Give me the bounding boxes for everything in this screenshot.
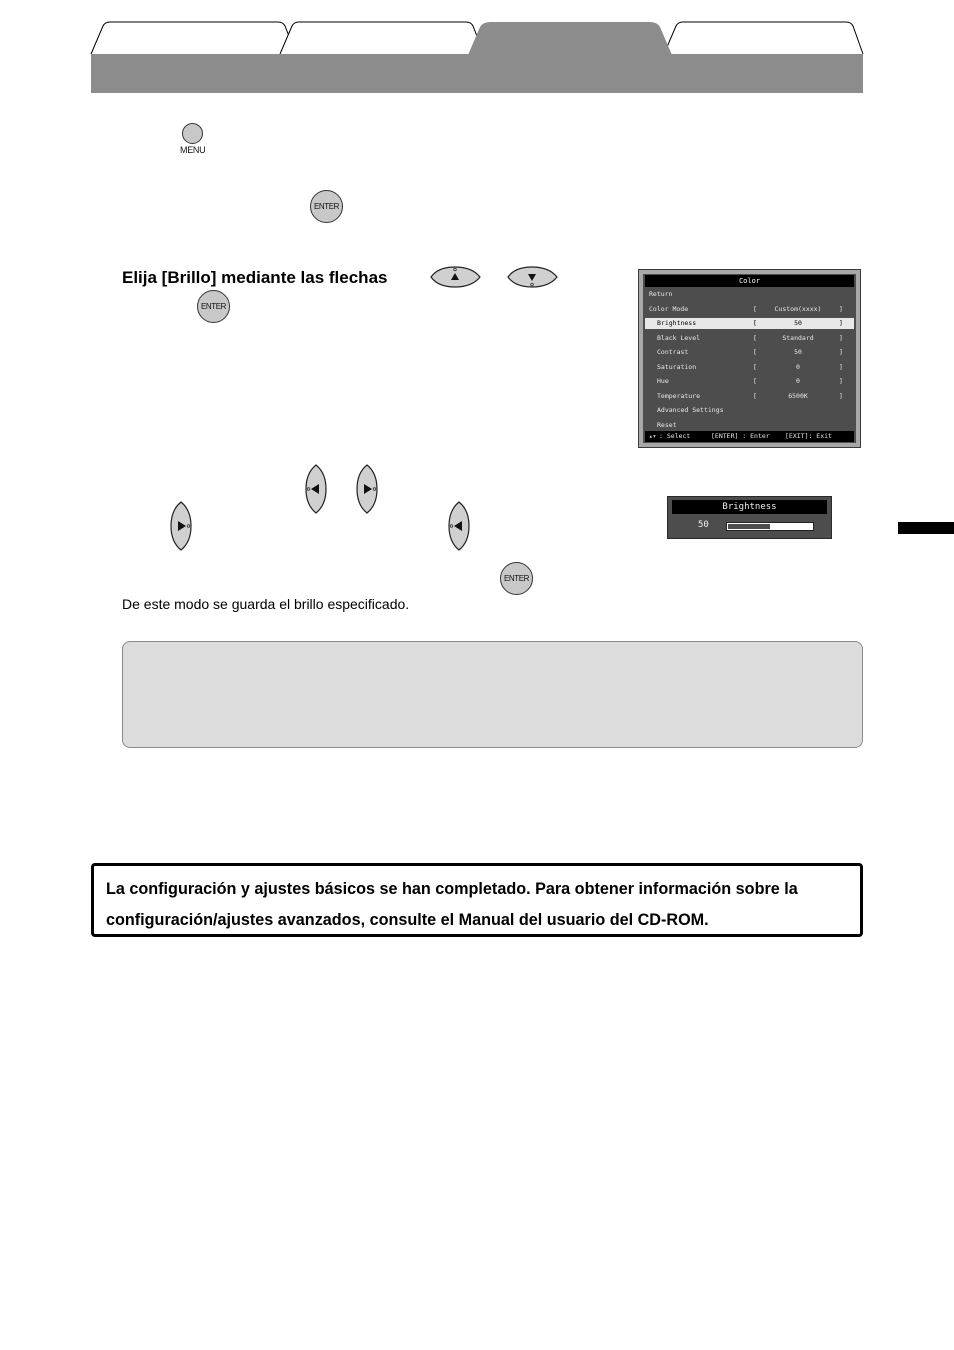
tab-3-active[interactable] (468, 22, 672, 55)
left-arrow-button-icon (303, 463, 329, 515)
saved-text: De este modo se guarda el brillo especificado. (122, 596, 410, 612)
osd-bracket-left: [ (753, 319, 757, 327)
brightness-slider-fill (728, 524, 770, 529)
down-arrow-button-icon (505, 264, 561, 290)
tab-4[interactable] (664, 22, 863, 54)
osd-menu-item[interactable] (645, 347, 854, 358)
osd-bracket-left: [ (753, 348, 757, 356)
enter-button-icon (500, 562, 533, 595)
osd-bracket-right: ] (839, 333, 843, 342)
osd-item-value: 6500K (788, 391, 808, 400)
enter-label: ENTER (200, 302, 227, 311)
osd-item-label: Reset (657, 420, 677, 429)
osd-item-label: Temperature (657, 391, 701, 400)
menu-button-icon (182, 123, 203, 144)
enter-button-icon (197, 290, 230, 323)
tab-1[interactable] (91, 22, 296, 54)
osd-item-label: Contrast (657, 348, 689, 356)
osd-menu-item[interactable] (645, 405, 854, 416)
osd-item-value: Custom(xxxx) (774, 304, 822, 313)
color-menu-osd (638, 269, 861, 448)
osd-bracket-right: ] (839, 362, 843, 371)
side-tab-marker (898, 522, 954, 534)
osd-bracket-left: [ (753, 304, 757, 313)
brightness-osd-title: Brightness (672, 500, 827, 514)
completion-text: La configuración y ajustes básicos se han completado. Para obtener información sobre la configuración/ajustes avanzados, consulte el Manual del usuario del CD-ROM. (106, 880, 798, 929)
osd-item-label: Advanced Settings (657, 406, 724, 414)
up-down-icon: ▴▾ (649, 433, 657, 440)
osd-bracket-left: [ (753, 377, 757, 385)
osd-bracket-left: [ (753, 333, 757, 342)
osd-menu-item[interactable] (645, 333, 854, 344)
osd-item-label: Saturation (657, 362, 697, 371)
osd-item-value: 0 (796, 377, 800, 385)
osd-item-value: 0 (796, 362, 800, 371)
osd-menu-item[interactable] (645, 289, 854, 300)
osd-item-label: Hue (657, 377, 669, 385)
osd-menu-item[interactable] (645, 420, 854, 431)
osd-menu-item[interactable] (645, 376, 854, 387)
enter-hint: [ENTER] : Enter (711, 432, 770, 440)
menu-caption: MENU (180, 145, 206, 155)
note-box (122, 641, 863, 748)
osd-item-value: Standard (782, 333, 814, 342)
header-bar (91, 54, 863, 93)
step-title: Elija [Brillo] mediante las flechas (122, 268, 388, 287)
osd-bracket-right: ] (839, 304, 843, 313)
osd-bracket-left: [ (753, 362, 757, 371)
brightness-osd (667, 496, 832, 539)
completion-box (91, 863, 863, 937)
left-arrow-button-icon (446, 500, 472, 552)
osd-item-value: 50 (794, 319, 802, 327)
brightness-osd-value: 50 (698, 520, 709, 530)
osd-bracket-right: ] (839, 319, 843, 327)
up-arrow-button-icon (428, 264, 484, 290)
osd-item-label: Brightness (657, 319, 697, 327)
enter-label: ENTER (313, 202, 340, 211)
osd-bracket-right: ] (839, 377, 843, 385)
osd-item-label: Return (649, 290, 673, 298)
tab-2[interactable] (280, 22, 484, 54)
osd-item-value: 50 (794, 348, 802, 356)
enter-label: ENTER (503, 574, 530, 583)
osd-item-label: Color Mode (649, 304, 689, 313)
osd-menu-item[interactable] (645, 304, 854, 315)
osd-menu-item[interactable] (645, 391, 854, 402)
osd-title: Color (645, 275, 854, 287)
osd-menu-item[interactable] (645, 362, 854, 373)
select-hint: : Select (659, 432, 691, 440)
right-arrow-button-icon (354, 463, 380, 515)
osd-item-label: Black Level (657, 333, 701, 342)
brightness-slider[interactable] (726, 522, 814, 531)
enter-button-icon (310, 190, 343, 223)
osd-menu-item[interactable] (645, 318, 854, 329)
exit-hint: [EXIT]: Exit (785, 432, 832, 440)
osd-footer (645, 431, 854, 442)
right-arrow-button-icon (168, 500, 194, 552)
osd-bracket-right: ] (839, 391, 843, 400)
osd-bracket-left: [ (753, 391, 757, 400)
osd-bracket-right: ] (839, 348, 843, 356)
